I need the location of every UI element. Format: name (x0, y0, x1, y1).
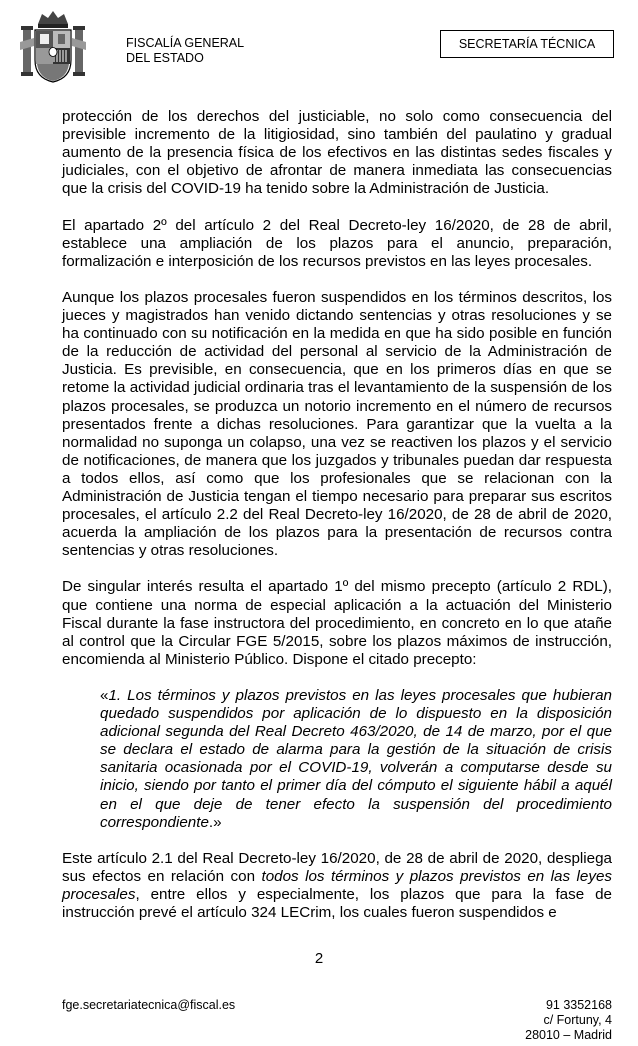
department-box (440, 30, 614, 58)
contact-address (525, 998, 612, 1043)
paragraph-5-emphasis: todos los términos y plazos previstos en las leyes procesales (62, 867, 613, 904)
paragraph-1: protección de los derechos del justiciable, no solo como consecuencia del previsible incremento de la litigiosidad, sino también del paulatino y gradual aumento de la presencia física de los efectivos en las distintas sedes fiscales y judiciales, con el objetivo de afrontar de manera inmediata las consecuencias que la crisis del COVID-19 ha tenido sobre la Administración de Justicia. (62, 108, 612, 198)
paragraph-5-start: Este artículo 2.1 del Real Decreto-ley 16/2020, de 28 de abril de 2020, despliega sus efectos en relación con (62, 849, 612, 885)
contact-city: 28010 – Madrid (525, 1028, 612, 1042)
paragraph-3: Aunque los plazos procesales fueron suspendidos en los términos descritos, los jueces y magistrados han venido dictando sentencias y otras resoluciones y se ha continuado con su notificación en la medida en que ha sido posible en función de la reducción de actividad del personal al servicio de la Administración de Justicia. Es previsible, en consecuencia, que en los primeros días en que se retome la actividad judicial ordinaria tras el levantamiento de la suspensión de los plazos procesales, se produzca un notorio incremento en el número de recursos presentados frente a dichas resoluciones. Para garantizar que la vuelta a la normalidad no suponga un colapso, una vez se reactiven los plazos y el servicio de notificaciones, de manera que los juzgados y tribunales puedan dar respuesta a todos ellos, así como que los profesionales que se relacionan con la Administración de Justicia tengan el tiempo necesario para preparar sus escritos procesales, el artículo 2.2 del Real Decreto-ley 16/2020, de 28 de abril de 2020, acuerda la ampliación de los plazos para la presentación de recursos contra sentencias y otras resoluciones. (62, 288, 612, 560)
contact-email: fge.secretariatecnica@fiscal.es (62, 998, 236, 1012)
paragraph-4: De singular interés resulta el apartado 1º del mismo precepto (artículo 2 RDL), que contiene una norma de especial aplicación a la actuación del Ministerio Fiscal durante la fase instructora del procedimiento, en concreto en lo que atañe al control que la Circular FGE 5/2015, sobre los plazos máximos de instrucción, encomienda al Ministerio Público. Dispone el citado precepto: (62, 578, 612, 668)
quote-text: 1. Los términos y plazos previstos en las leyes procesales que hubieran quedado suspendidos por aplicación de lo dispuesto en la disposición adicional segunda del Real Decreto 463/2020, de 14 de marzo, por el que se declara el estado de alarma para la gestión de la situación de crisis sanitaria ocasionada por el COVID-19, volverán a computarse desde su inicio, siendo por tanto el primer día del cómputo el siguiente hábil a aquél en el que deje de tener efecto la suspensión del procedimiento correspondiente (100, 687, 612, 831)
contact-phone: 91 3352168 (545, 998, 612, 1012)
coat-of-arms-of-spain-icon (20, 8, 86, 84)
institution-name-line1: FISCALÍA GENERAL (126, 36, 245, 50)
paragraph-5-end: , entre ellos y especialmente, los plazos que para la fase de instrucción prevé el artículo 324 LECrim, los cuales fueron suspendidos e (62, 886, 612, 922)
page-number: 2 (314, 950, 324, 967)
department-label: SECRETARÍA TÉCNICA (458, 37, 596, 51)
quoted-provision (100, 687, 612, 832)
quote-open-mark: « (100, 687, 109, 704)
document-body (62, 108, 612, 940)
institution-name (126, 36, 244, 66)
paragraph-5 (62, 850, 612, 922)
paragraph-2: El apartado 2º del artículo 2 del Real Decreto-ley 16/2020, de 28 de abril, establece una ampliación de los plazos para el anuncio, preparación, formalización e interposición de los recursos previstos en las leyes procesales. (62, 216, 612, 270)
institution-name-line2: DEL ESTADO (126, 51, 204, 65)
quote-close-mark: .» (208, 813, 222, 831)
contact-street: c/ Fortuny, 4 (543, 1013, 612, 1027)
